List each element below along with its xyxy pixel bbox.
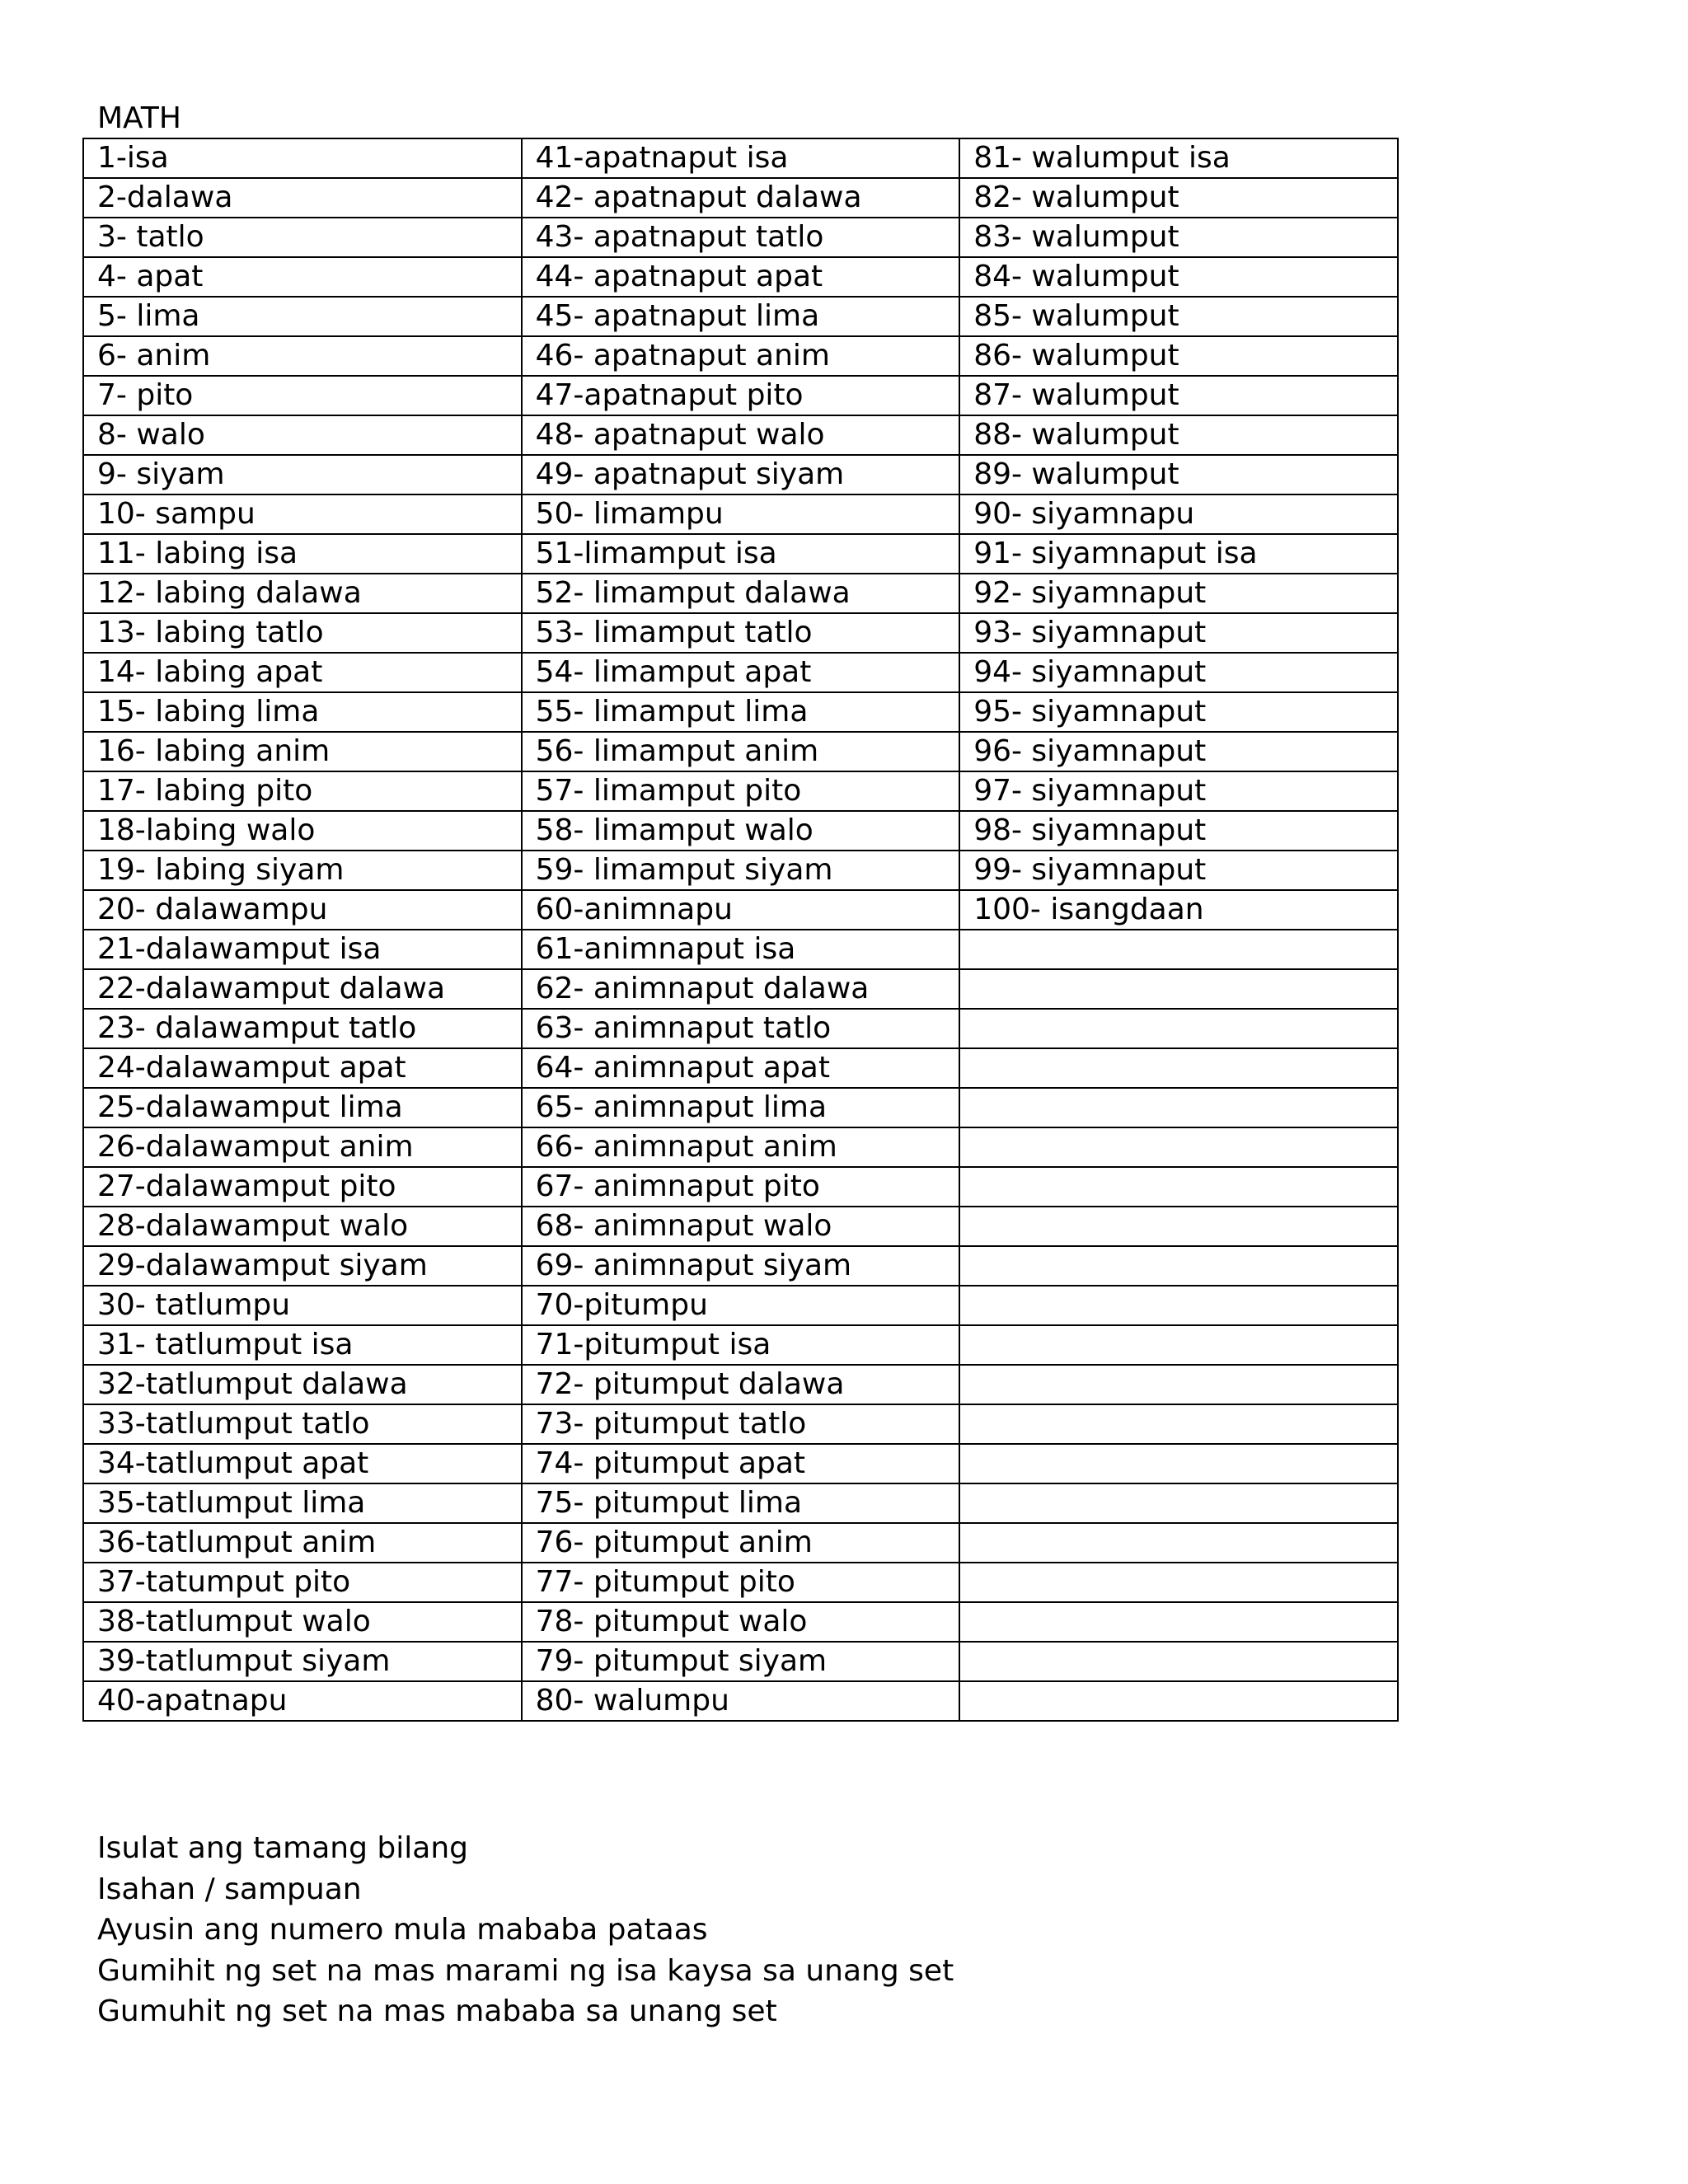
table-row [83,1642,1398,1681]
table-row [83,1009,1398,1048]
table-cell: 98- siyamnaput [959,811,1398,851]
table-cell: 51-limamput isa [522,534,960,574]
table-cell: 8- walo [83,415,522,455]
table-cell: 11- labing isa [83,534,522,574]
table-cell: 23- dalawamput tatlo [83,1009,522,1048]
table-cell [959,1404,1398,1444]
table-cell: 14- labing apat [83,653,522,692]
table-cell: 45- apatnaput lima [522,297,960,336]
table-cell: 44- apatnaput apat [522,257,960,297]
table-cell [959,1167,1398,1207]
table-cell: 19- labing siyam [83,851,522,890]
table-cell: 71-pitumput isa [522,1325,960,1365]
table-cell: 72- pitumput dalawa [522,1365,960,1404]
table-cell: 17- labing pito [83,771,522,811]
table-cell: 34-tatlumput apat [83,1444,522,1483]
table-cell: 54- limamput apat [522,653,960,692]
table-cell: 58- limamput walo [522,811,960,851]
table-cell: 59- limamput siyam [522,851,960,890]
table-cell: 80- walumpu [522,1681,960,1721]
table-cell: 16- labing anim [83,732,522,771]
table-cell [959,1048,1398,1088]
table-cell [959,1681,1398,1721]
table-cell: 35-tatlumput lima [83,1483,522,1523]
table-cell: 29-dalawamput siyam [83,1246,522,1286]
number-words-table [82,138,1399,1722]
table-row [83,653,1398,692]
table-row [83,455,1398,494]
table-row [83,1246,1398,1286]
table-cell: 88- walumput [959,415,1398,455]
table-cell: 20- dalawampu [83,890,522,930]
page-title: MATH [97,101,181,135]
table-cell: 84- walumput [959,257,1398,297]
table-cell: 49- apatnaput siyam [522,455,960,494]
table-cell: 39-tatlumput siyam [83,1642,522,1681]
table-row [83,1563,1398,1602]
table-row [83,692,1398,732]
table-row [83,376,1398,415]
table-cell: 38-tatlumput walo [83,1602,522,1642]
table-cell: 9- siyam [83,455,522,494]
table-row [83,1088,1398,1127]
table-cell: 93- siyamnaput [959,613,1398,653]
table-cell: 97- siyamnaput [959,771,1398,811]
table-row [83,534,1398,574]
table-cell: 2-dalawa [83,178,522,218]
table-cell: 46- apatnaput anim [522,336,960,376]
table-cell: 22-dalawamput dalawa [83,969,522,1009]
table-cell: 90- siyamnapu [959,494,1398,534]
table-cell: 82- walumput [959,178,1398,218]
table-row [83,1523,1398,1563]
table-cell: 85- walumput [959,297,1398,336]
table-cell: 15- labing lima [83,692,522,732]
table-cell: 42- apatnaput dalawa [522,178,960,218]
instructions-list [97,1828,954,2032]
table-cell: 47-apatnaput pito [522,376,960,415]
table-row [83,1404,1398,1444]
table-row [83,1602,1398,1642]
table-row [83,297,1398,336]
table-cell: 91- siyamnaput isa [959,534,1398,574]
table-cell: 79- pitumput siyam [522,1642,960,1681]
table-row [83,1483,1398,1523]
table-row [83,1444,1398,1483]
table-cell: 81- walumput isa [959,138,1398,178]
table-cell: 55- limamput lima [522,692,960,732]
table-cell: 68- animnaput walo [522,1207,960,1246]
table-cell: 83- walumput [959,218,1398,257]
table-cell: 10- sampu [83,494,522,534]
table-cell: 4- apat [83,257,522,297]
table-cell: 6- anim [83,336,522,376]
table-cell: 77- pitumput pito [522,1563,960,1602]
table-cell: 25-dalawamput lima [83,1088,522,1127]
table-row [83,138,1398,178]
table-cell [959,1563,1398,1602]
table-cell: 70-pitumpu [522,1286,960,1325]
table-cell: 62- animnaput dalawa [522,969,960,1009]
table-cell: 5- lima [83,297,522,336]
table-cell: 32-tatlumput dalawa [83,1365,522,1404]
table-cell: 61-animnaput isa [522,930,960,969]
instruction-line: Gumuhit ng set na mas mababa sa unang set [97,1994,777,2028]
table-row [83,1681,1398,1721]
table-cell: 64- animnaput apat [522,1048,960,1088]
table-cell: 60-animnapu [522,890,960,930]
table-cell: 21-dalawamput isa [83,930,522,969]
instruction-line: Gumihit ng set na mas marami ng isa kaysa sa unang set [97,1953,954,1988]
instruction-line: Ayusin ang numero mula mababa pataas [97,1913,708,1947]
table-cell [959,969,1398,1009]
table-body [83,138,1398,1721]
table-row [83,613,1398,653]
table-cell [959,1365,1398,1404]
table-cell: 1-isa [83,138,522,178]
table-cell: 31- tatlumput isa [83,1325,522,1365]
table-row [83,1207,1398,1246]
table-row [83,969,1398,1009]
table-row [83,1365,1398,1404]
table-cell: 75- pitumput lima [522,1483,960,1523]
table-cell: 69- animnaput siyam [522,1246,960,1286]
table-row [83,218,1398,257]
instruction-line: Isahan / sampuan [97,1872,362,1906]
table-cell: 26-dalawamput anim [83,1127,522,1167]
table-cell: 66- animnaput anim [522,1127,960,1167]
table-cell: 95- siyamnaput [959,692,1398,732]
table-cell: 94- siyamnaput [959,653,1398,692]
table-cell: 18-labing walo [83,811,522,851]
table-cell [959,1286,1398,1325]
table-cell: 30- tatlumpu [83,1286,522,1325]
table-cell [959,1444,1398,1483]
table-cell: 48- apatnaput walo [522,415,960,455]
table-cell [959,1088,1398,1127]
instruction-line: Isulat ang tamang bilang [97,1831,468,1865]
table-cell: 28-dalawamput walo [83,1207,522,1246]
table-cell [959,1207,1398,1246]
table-cell: 33-tatlumput tatlo [83,1404,522,1444]
table-cell: 100- isangdaan [959,890,1398,930]
table-cell: 53- limamput tatlo [522,613,960,653]
table-row [83,771,1398,811]
table-cell: 74- pitumput apat [522,1444,960,1483]
table-row [83,415,1398,455]
table-row [83,494,1398,534]
table-cell: 65- animnaput lima [522,1088,960,1127]
table-cell: 24-dalawamput apat [83,1048,522,1088]
table-cell [959,1523,1398,1563]
table-cell: 50- limampu [522,494,960,534]
table-row [83,930,1398,969]
table-cell: 89- walumput [959,455,1398,494]
table-cell: 87- walumput [959,376,1398,415]
table-row [83,732,1398,771]
table-row [83,811,1398,851]
table-cell: 56- limamput anim [522,732,960,771]
table-cell: 37-tatumput pito [83,1563,522,1602]
table-cell: 52- limamput dalawa [522,574,960,613]
table-cell [959,1127,1398,1167]
table-cell [959,1483,1398,1523]
table-row [83,336,1398,376]
table-row [83,890,1398,930]
table-cell: 78- pitumput walo [522,1602,960,1642]
table-cell: 40-apatnapu [83,1681,522,1721]
table-row [83,1325,1398,1365]
table-cell: 76- pitumput anim [522,1523,960,1563]
table-cell: 7- pito [83,376,522,415]
table-cell: 96- siyamnaput [959,732,1398,771]
table-cell: 73- pitumput tatlo [522,1404,960,1444]
table-cell: 43- apatnaput tatlo [522,218,960,257]
table-row [83,1167,1398,1207]
table-cell [959,1246,1398,1286]
table-cell [959,930,1398,969]
table-cell [959,1602,1398,1642]
table-row [83,1286,1398,1325]
table-cell [959,1009,1398,1048]
table-cell: 13- labing tatlo [83,613,522,653]
table-cell: 67- animnaput pito [522,1167,960,1207]
table-cell: 86- walumput [959,336,1398,376]
table-row [83,178,1398,218]
table-cell: 12- labing dalawa [83,574,522,613]
table-row [83,1048,1398,1088]
table-cell: 27-dalawamput pito [83,1167,522,1207]
table-row [83,851,1398,890]
table-row [83,257,1398,297]
table-row [83,574,1398,613]
table-cell: 99- siyamnaput [959,851,1398,890]
table-cell: 36-tatlumput anim [83,1523,522,1563]
table-cell: 3- tatlo [83,218,522,257]
table-cell: 57- limamput pito [522,771,960,811]
table-cell: 92- siyamnaput [959,574,1398,613]
table-cell [959,1642,1398,1681]
table-cell: 41-apatnaput isa [522,138,960,178]
table-cell [959,1325,1398,1365]
table-cell: 63- animnaput tatlo [522,1009,960,1048]
table-row [83,1127,1398,1167]
